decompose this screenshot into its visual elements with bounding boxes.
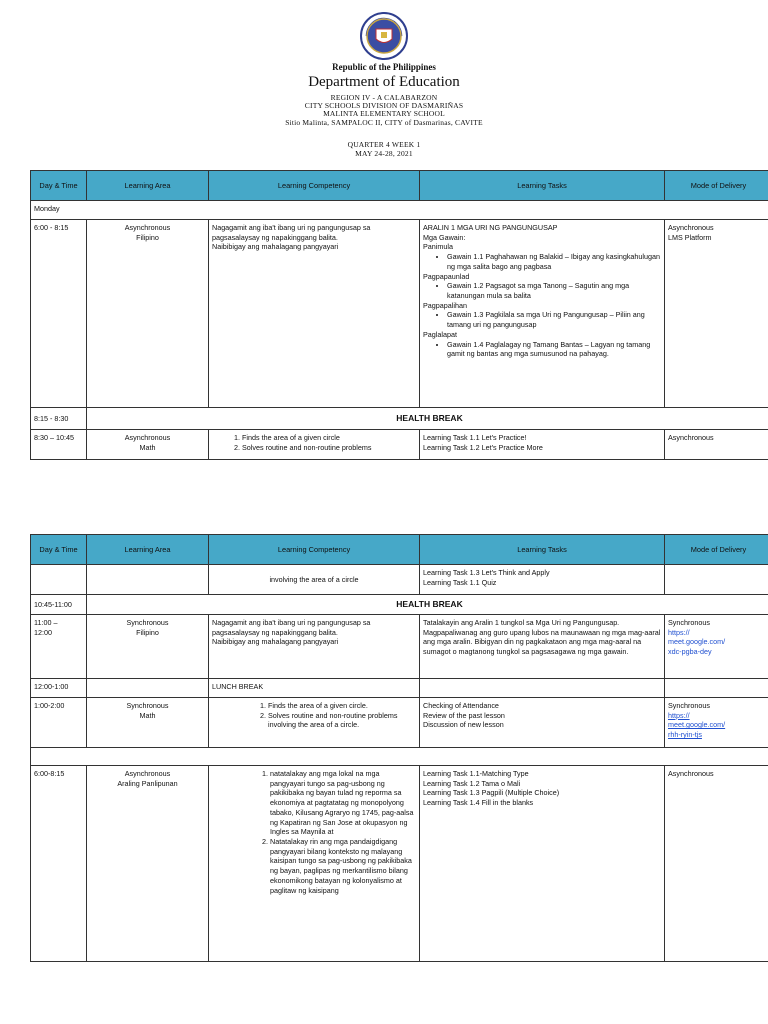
division-line: CITY SCHOOLS DIVISION OF DASMARIÑAS xyxy=(304,101,464,110)
schedule-table-page2 xyxy=(30,534,768,962)
lunch-row xyxy=(31,679,768,698)
day-label: Monday xyxy=(31,201,768,220)
mode-cell xyxy=(665,679,768,698)
health-break-label: HEALTH BREAK xyxy=(87,595,768,615)
address-line: Sitio Malinta, SAMPALOC II, CITY of Dasmarinas, CAVITE xyxy=(285,118,483,127)
col-header-learning-tasks: Learning Tasks xyxy=(420,171,665,201)
learning-area-cell xyxy=(87,679,209,698)
spacer-row xyxy=(31,748,768,766)
table-row xyxy=(31,220,768,408)
time-cell xyxy=(31,565,87,595)
tasks-cell: Tatalakayin ang Aralin 1 tungkol sa Mga Uri ng Pangungusap. Magpapaliwanag ang guro upang lubos na maunawaan ng mga mag-aaral ang mga aralin. Bibigyan din ng pagkakataon ang mga mag-aaral na sumagot o magtanong tungkol sa pagsasagawa ng mga gawain. xyxy=(420,615,665,679)
lunch-break-label: LUNCH BREAK xyxy=(209,679,420,698)
task-list: • Gawain 1.4 Paglalagay ng Tamang Bantas – Lagyan ng tamang gamit ng bantas ang mga sumusunod na pahayag. xyxy=(423,340,661,359)
competency-cell: involving the area of a circle xyxy=(209,565,420,595)
mode-cell xyxy=(665,565,768,595)
break-row xyxy=(31,595,768,615)
mode-cell: Asynchronous LMS Platform xyxy=(665,220,768,408)
competency-cell: 1. Finds the area of a given circle. 2. Solves routine and non-routine problems involving the area of a circle. xyxy=(209,698,420,748)
tasks-cell: ARALIN 1 MGA URI NG PANGUNGUSAP Mga Gawain: Panimula • Gawain 1.1 Paghahawan ng Balakid – Ibigay ang kasingkahulugan ng mga salita bago ang pagbasa Pagpapaunlad • Gawain 1.2 Pagsagot sa mga Tanong – Sagutin ang mga katanungan mula sa balita Pagpapalihan • Gawain 1.3 Pagkilala sa mga Uri ng Pangungusap – Piliin ang tamang uri ng pangungusap Paglalapat • Gawain 1.4 Paglalagay ng Tamang Bantas – Lagyan ng tamang gamit ng bantas ang mga sumusunod na pahayag. xyxy=(420,220,665,408)
mode-cell: Synchronous https:// meet.google.com/ rhh-ryin-tjs xyxy=(665,698,768,748)
learning-area-cell: Synchronous Filipino xyxy=(87,615,209,679)
time-cell: 1:00-2:00 xyxy=(31,698,87,748)
competency-cell: 1. Finds the area of a given circle 2. Solves routine and non-routine problems xyxy=(209,430,420,460)
region-line: REGION IV - A CALABARZON xyxy=(330,93,438,102)
time-cell: 8:15 - 8:30 xyxy=(31,408,87,430)
table-header-row xyxy=(31,535,768,565)
col-header-day-time: Day & Time xyxy=(31,535,87,565)
col-header-mode-of-delivery: Mode of Delivery xyxy=(665,171,768,201)
department-title: Department of Education xyxy=(308,74,460,90)
col-header-day-time: Day & Time xyxy=(31,171,87,201)
learning-area-cell: Synchronous Math xyxy=(87,698,209,748)
mode-cell: Synchronous https:// meet.google.com/ xdc-pgba-dey xyxy=(665,615,768,679)
day-row xyxy=(31,201,768,220)
school-line: MALINTA ELEMENTARY SCHOOL xyxy=(323,109,445,118)
table-row xyxy=(31,430,768,460)
time-cell: 6:00 - 8:15 xyxy=(31,220,87,408)
mode-cell: Asynchronous xyxy=(665,766,768,962)
health-break-label: HEALTH BREAK xyxy=(87,408,768,430)
table-row xyxy=(31,565,768,595)
time-cell: 10:45-11:00 xyxy=(31,595,87,615)
task-list: • Gawain 1.3 Pagkilala sa mga Uri ng Pangungusap – Piliin ang tamang uri ng pangungusap xyxy=(423,310,661,329)
table-header-row xyxy=(31,171,768,201)
tasks-cell: Checking of Attendance Review of the past lesson Discussion of new lesson xyxy=(420,698,665,748)
deped-seal-icon xyxy=(360,12,408,60)
task-list: • Gawain 1.1 Paghahawan ng Balakid – Ibigay ang kasingkahulugan ng mga salita bago ang pagbasa xyxy=(423,252,661,271)
learning-area-cell: Asynchronous Math xyxy=(87,430,209,460)
table-row xyxy=(31,698,768,748)
time-cell: 11:00 – 12:00 xyxy=(31,615,87,679)
tasks-cell: Learning Task 1.1-Matching Type Learning Task 1.2 Tama o Mali Learning Task 1.3 Pagpili (Multiple Choice) Learning Task 1.4 Fill in the blanks xyxy=(420,766,665,962)
meeting-link[interactable]: https:// meet.google.com/ rhh-ryin-tjs xyxy=(668,710,726,740)
quarter-line: QUARTER 4 WEEK 1 xyxy=(347,140,421,149)
schedule-table-page1 xyxy=(30,170,768,460)
col-header-learning-competency: Learning Competency xyxy=(209,535,420,565)
learning-area-cell: Asynchronous Araling Panlipunan xyxy=(87,766,209,962)
break-row xyxy=(31,408,768,430)
col-header-learning-area: Learning Area xyxy=(87,535,209,565)
competency-cell: 1. natatalakay ang mga lokal na mga pangyayari tungo sa pag-usbong ng pakikibaka ng bayan tulad ng reporma sa ekonomiya at pagtatatag ng monopolyong tabako, Kilusang Agraryo ng 1745, pag-aalsa ng Kapatiran ng San Jose at okupasyon ng Ingles sa Maynila at 2. Natatalakay rin ang mga pandaigdigang pangyayari bilang konteksto ng malayang kaisipan tungo sa pag-usbong ng pakikibaka ng bayan, paglipas ng merkantilismo bilang ekonomikong batayan ng kolonyalismo at paglitaw ng kaisipang xyxy=(209,766,420,962)
table-row xyxy=(31,615,768,679)
competency-cell: Nagagamit ang iba't ibang uri ng pangungusap sa pagsasalaysay ng napakinggang balita. Naibibigay ang mahalagang pangyayari xyxy=(209,220,420,408)
learning-area-cell xyxy=(87,565,209,595)
dates-line: MAY 24-28, 2021 xyxy=(355,149,413,158)
task-list: • Gawain 1.2 Pagsagot sa mga Tanong – Sagutin ang mga katanungan mula sa balita xyxy=(423,281,661,300)
tasks-cell: Learning Task 1.1 Let's Practice! Learning Task 1.2 Let's Practice More xyxy=(420,430,665,460)
tasks-cell: Learning Task 1.3 Let's Think and Apply Learning Task 1.1 Quiz xyxy=(420,565,665,595)
col-header-learning-area: Learning Area xyxy=(87,171,209,201)
learning-area-cell: Asynchronous Filipino xyxy=(87,220,209,408)
competency-cell: Nagagamit ang iba't ibang uri ng pangungusap sa pagsasalaysay ng napakinggang balita. Naibibigay ang mahalagang pangyayari xyxy=(209,615,420,679)
time-cell: 12:00-1:00 xyxy=(31,679,87,698)
table-row xyxy=(31,766,768,962)
col-header-learning-tasks: Learning Tasks xyxy=(420,535,665,565)
republic-line: Republic of the Philippines xyxy=(332,62,436,72)
time-cell: 6:00-8:15 xyxy=(31,766,87,962)
col-header-learning-competency: Learning Competency xyxy=(209,171,420,201)
time-cell: 8:30 – 10:45 xyxy=(31,430,87,460)
mode-cell: Asynchronous xyxy=(665,430,768,460)
meeting-link[interactable]: https:// meet.google.com/ xdc-pgba-dey xyxy=(668,627,726,657)
col-header-mode-of-delivery: Mode of Delivery xyxy=(665,535,768,565)
tasks-cell xyxy=(420,679,665,698)
